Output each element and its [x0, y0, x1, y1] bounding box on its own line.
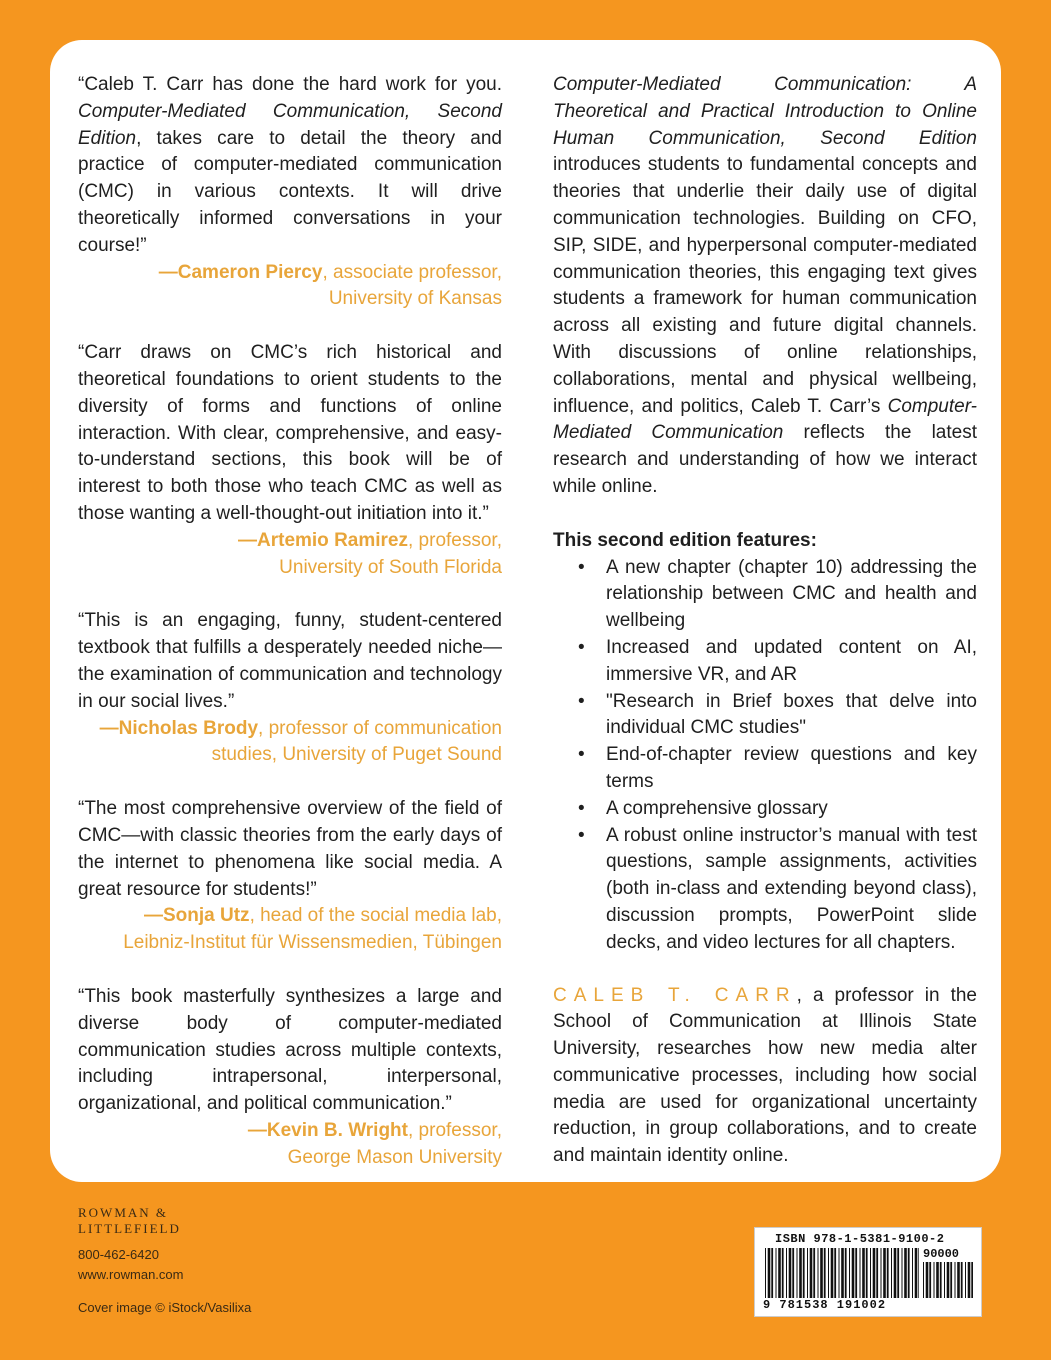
list-item: • Increased and updated content on AI, immersive VR, and AR	[578, 636, 977, 685]
barcode-bar	[929, 1262, 931, 1298]
list-item: • A robust online instructor’s manual with test questions, sample assignments, activities (both in-class and extending beyond class), discussion prompts, PowerPoint slide decks, and video lectures for all chapters.	[578, 824, 977, 953]
quote-text: “This is an engaging, funny, student-centered textbook that fulfills a desperately needed niche—the examination of communication and technology in our social lives.”	[78, 610, 502, 712]
quote-attribution: —Kevin B. Wright, professor, George Mason University	[247, 1119, 502, 1168]
barcode-bar	[873, 1248, 876, 1298]
barcode-bar	[870, 1248, 871, 1298]
barcode-bar	[818, 1248, 819, 1298]
barcode-bar	[845, 1248, 847, 1298]
barcode-bar	[887, 1248, 889, 1298]
barcode-bar	[936, 1262, 939, 1298]
barcode-bar	[918, 1248, 919, 1298]
barcode-bar	[971, 1262, 973, 1298]
barcode-bar	[813, 1248, 815, 1298]
barcode-bar	[792, 1248, 794, 1298]
bullet-icon: •	[578, 744, 585, 766]
barcode-bar	[860, 1248, 861, 1298]
barcode-bar	[824, 1248, 826, 1298]
list-item: • A comprehensive glossary	[553, 796, 977, 823]
bullet-icon: •	[578, 636, 585, 658]
publisher-logo: ROWMAN & LITTLEFIELD	[78, 1205, 181, 1236]
website-link: www.rowman.com	[78, 1267, 184, 1282]
barcode-bar	[894, 1248, 897, 1298]
quote-attribution: —Cameron Piercy, associate professor, University of Kansas	[158, 261, 502, 310]
barcode-bar	[908, 1248, 910, 1298]
barcode-bars	[765, 1248, 919, 1298]
barcode-bar	[891, 1248, 892, 1298]
barcode-bar	[797, 1248, 798, 1298]
barcode-bar	[807, 1248, 808, 1298]
barcode-bar	[852, 1248, 855, 1298]
list-item: • End-of-chapter review questions and key terms	[578, 744, 977, 792]
barcode-bar	[965, 1262, 966, 1298]
quote-attribution: —Sonja Utz, head of the social media lab, Leibniz-Institut für Wissensmedien, Tübingen	[123, 905, 502, 954]
endorsement-quote	[78, 72, 502, 313]
quote-text: “The most comprehensive overview of the field of CMC—with classic theories from the early days of the internet to phenomena like social media. A great resource for students!”	[78, 798, 502, 900]
barcode-bar	[803, 1248, 805, 1298]
quote-text: “Caleb T. Carr has done the hard work for you. Computer-Mediated Communication, Second Edition, takes care to detail the theory and practice of computer-mediated communication (CMC) in various contexts. It will drive theoretically informed conversations in your course!”	[78, 74, 502, 256]
endorsements-column	[78, 72, 502, 1198]
cover-credit: Cover image © iStock/Vasilixa	[78, 1300, 252, 1315]
quote-text: “Carr draws on CMC’s rich historical and theoretical foundations to orient students to the diversity of forms and functions of online interaction. With clear, comprehensive, and easy-to-understand sections, this book will be of interest to both those who teach CMC as well as those wanting a well-thought-out initiation into it.”	[78, 342, 502, 524]
barcode-bar	[828, 1248, 829, 1298]
list-item: • "Research in Brief boxes that delve into individual CMC studies"	[578, 690, 977, 739]
bullet-icon: •	[578, 824, 585, 846]
barcode-bar	[926, 1262, 929, 1298]
list-item: • A new chapter (chapter 10) addressing the relationship between CMC and health and wellbeing	[578, 556, 977, 632]
barcode-bar	[866, 1248, 868, 1298]
bullet-icon: •	[578, 797, 585, 819]
author-bio: CALEB T. CARR, a professor in the School of Communication at Illinois State University, researches how new media alter communicative processes, including how social media are used for organizational uncertainty reduction, in group collaborations, and to create and maintain identity online.	[553, 984, 977, 1167]
barcode-bar	[883, 1248, 886, 1298]
barcode-bar	[765, 1248, 766, 1298]
endorsement-quote	[78, 984, 502, 1172]
barcode-bar	[902, 1248, 903, 1298]
bullet-icon: •	[578, 690, 585, 712]
endorsement-quote	[78, 340, 502, 581]
features-heading: This second edition features:	[553, 529, 817, 551]
barcode-bar	[961, 1262, 963, 1298]
barcode-bar	[771, 1248, 773, 1298]
barcode-bar	[776, 1248, 777, 1298]
author-name: CALEB T. CARR	[553, 984, 797, 1006]
barcode-bar	[820, 1248, 823, 1298]
barcode-bar	[768, 1248, 771, 1298]
barcode-bar	[862, 1248, 865, 1298]
book-description: Computer-Mediated Communication: A Theoretical and Practical Introduction to Online Human Communication, Second Edition introduces students to fundamental concepts and theories that underlie their daily use of digital communication technologies. Building on CFO, SIP, SIDE, and hyperpersonal computer-mediated communication theories, this engaging text gives students a framework for human communication across all existing and future digital channels. With discussions of online relationships, collaborations, mental and physical wellbeing, influence, and politics, Caleb T. Carr’s Computer-Mediated Communication reflects the latest research and understanding of how we interact while online.	[553, 74, 977, 497]
barcode-bar	[782, 1248, 784, 1298]
barcode-bar	[968, 1262, 971, 1298]
addon-barcode-bars	[923, 1262, 973, 1298]
barcode-bar	[940, 1262, 942, 1298]
barcode-bar	[957, 1262, 960, 1298]
barcode-bar	[923, 1262, 924, 1298]
barcode-bar	[934, 1262, 935, 1298]
barcode-bar	[786, 1248, 787, 1298]
quote-attribution: —Nicholas Brody, professor of communication studies, University of Puget Sound	[99, 717, 502, 766]
endorsement-quote	[78, 796, 502, 957]
barcode-bar	[810, 1248, 813, 1298]
endorsement-quote	[78, 608, 502, 769]
barcode-bar	[876, 1248, 878, 1298]
price-code: 90000	[923, 1247, 960, 1261]
barcode-bar	[947, 1262, 950, 1298]
quote-text: “This book masterfully synthesizes a large and diverse body of computer-mediated communication studies across multiple contexts, including intrapersonal, interpersonal, organizational, and political communication.”	[78, 985, 502, 1115]
barcode-bar	[839, 1248, 840, 1298]
phone-number: 800-462-6420	[78, 1247, 159, 1262]
barcode-bar	[897, 1248, 899, 1298]
features-list	[553, 555, 977, 957]
description-column	[553, 72, 977, 1170]
barcode-bar	[778, 1248, 781, 1298]
ean-digits: 9 781538 191002	[763, 1298, 887, 1312]
barcode-bar	[849, 1248, 850, 1298]
barcode-bar	[904, 1248, 907, 1298]
barcode-bar	[789, 1248, 792, 1298]
barcode-bar	[955, 1262, 956, 1298]
barcode-bar	[834, 1248, 836, 1298]
bullet-icon: •	[578, 556, 585, 578]
barcode-bar	[831, 1248, 834, 1298]
barcode-bar	[944, 1262, 945, 1298]
isbn-barcode	[754, 1227, 982, 1317]
barcode-bar	[915, 1248, 918, 1298]
isbn-text: ISBN 978-1-5381-9100-2	[775, 1232, 945, 1246]
barcode-bar	[799, 1248, 802, 1298]
barcode-bar	[881, 1248, 882, 1298]
barcode-bar	[855, 1248, 857, 1298]
barcode-bar	[841, 1248, 844, 1298]
barcode-bar	[912, 1248, 913, 1298]
publisher-contact	[78, 1245, 183, 1285]
quote-attribution: —Artemio Ramirez, professor, University of South Florida	[238, 529, 502, 578]
barcode-bar	[950, 1262, 952, 1298]
